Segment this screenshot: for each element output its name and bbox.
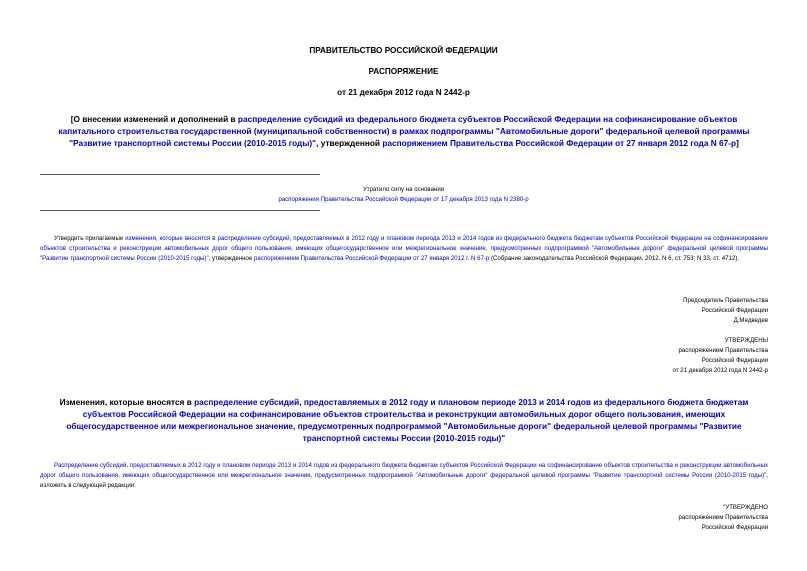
divider-top [40,174,320,175]
approved2-org: Российской Федерации [701,524,768,531]
signature-block [500,296,768,326]
validity-note: Утратило силу на основании [362,186,445,193]
order-paragraph [40,234,768,264]
p1-link-changes[interactable]: изменения, которые вносятся в распределение субсидий, предоставляемых в 2012 году и плановом периода 2013 и 2014 годов из федерального бюджета бюджетам субъектов Российской Федерации на софинансирование объектов строительства и реконструкции автомобильных дорог общего пользования, имеющих общегосударственное или межрегиональное значение, предусмотренных подпрограммой "Автомобильные дороги" федеральной целевой программы "Развитие транспортной системы России (2010-2015 годы)" [40,235,768,262]
government-heading: ПРАВИТЕЛЬСТВО РОССИЙСКОЙ ФЕДЕРАЦИИ [309,46,498,55]
approved2-block [500,503,768,533]
document-title [42,113,766,149]
approved-date: от 21 декабря 2012 года N 2442-р [672,367,768,374]
p1-text-b: , утвержденное [208,255,255,262]
validity-link[interactable]: распоряжения Правительства Российской Федерации от 17 декабря 2013 года N 2380-р [278,196,529,203]
signature-org: Российской Федерации [701,307,768,314]
p2-link-distribution[interactable]: Распределение субсидий, предоставляемых в 2012 году и плановом периоде 2013 и 2014 годов из федерального бюджета бюджетам субъектов Российской Федерации на софинансирование объектов строительства и реконструкции автомобильных дорог общего пользования, имеющих общегосударственное или межрегиональное значение, предусмотренных подпрограммой "Автомобильные дороги" федеральной целевой программы "Развитие транспортной системы России (2010-2015 годы)" [40,462,768,479]
p1-text-c: (Собрание законодательства Российской Федерации, 2012, N 6, ст. 753; N 33, ст. 4712). [489,255,740,262]
distribution-paragraph [40,461,768,491]
document-type: РАСПОРЯЖЕНИЕ [368,67,439,76]
signature-position: Председатель Правительства [683,297,768,304]
p1-link-order-67[interactable]: распоряжением Правительства Российской Федерации от 27 января 2012 г. N 67-р [254,255,490,262]
changes-title [42,396,766,444]
document-date-number: от 21 декабря 2012 года N 2442-р [337,88,470,97]
signature-name: Д.Медведев [733,317,768,324]
approved-block [500,336,768,376]
title-middle: , утвержденной [316,138,383,148]
changes-title-link[interactable]: распределение субсидий, предоставляемых в 2012 году и плановом периоде 2013 и 2014 годов из федерального бюджета бюджетам субъектов Российской Федерации на софинансирование объектов строительства и реконструкции автомобильных дорог общего пользования, имеющих общегосударственное или межрегиональное значение, предусмотренных подпрограммой "Автомобильные дороги" федеральной целевой программы "Развитие транспортной системы России (2010-2015 годы)" [66,397,749,443]
title-prefix: [О внесении изменений и дополнений в [70,114,238,124]
title-suffix: ] [736,138,739,148]
approved2-label: "УТВЕРЖДЕНО [723,504,768,511]
p2-tail: , изложить в следующей редакции: [40,472,768,489]
approved2-by: распоряжением Правительства [678,514,768,521]
changes-title-prefix: Изменения, которые вносятся в [59,397,195,407]
title-link-order-67[interactable]: распоряжением Правительства Российской Федерации от 27 января 2012 года N 67-р [382,138,737,148]
p1-text-a: Утвердить прилагаемые [54,235,126,242]
approved-org: Российской Федерации [701,357,768,364]
approved-label: УТВЕРЖДЕНЫ [724,337,768,344]
divider-bottom [40,210,320,211]
title-link-distribution[interactable]: распределение субсидий из федерального бюджета субъектов Российской Федерации на софинансирование объектов капитального строительства государственной (муниципальной собственности) в рамках подпрограммы "Автомобильные дороги" федеральной целевой программы "Развитие транспортной системы России (2010-2015 годы)" [58,114,750,148]
approved-by: распоряжением Правительства [678,347,768,354]
